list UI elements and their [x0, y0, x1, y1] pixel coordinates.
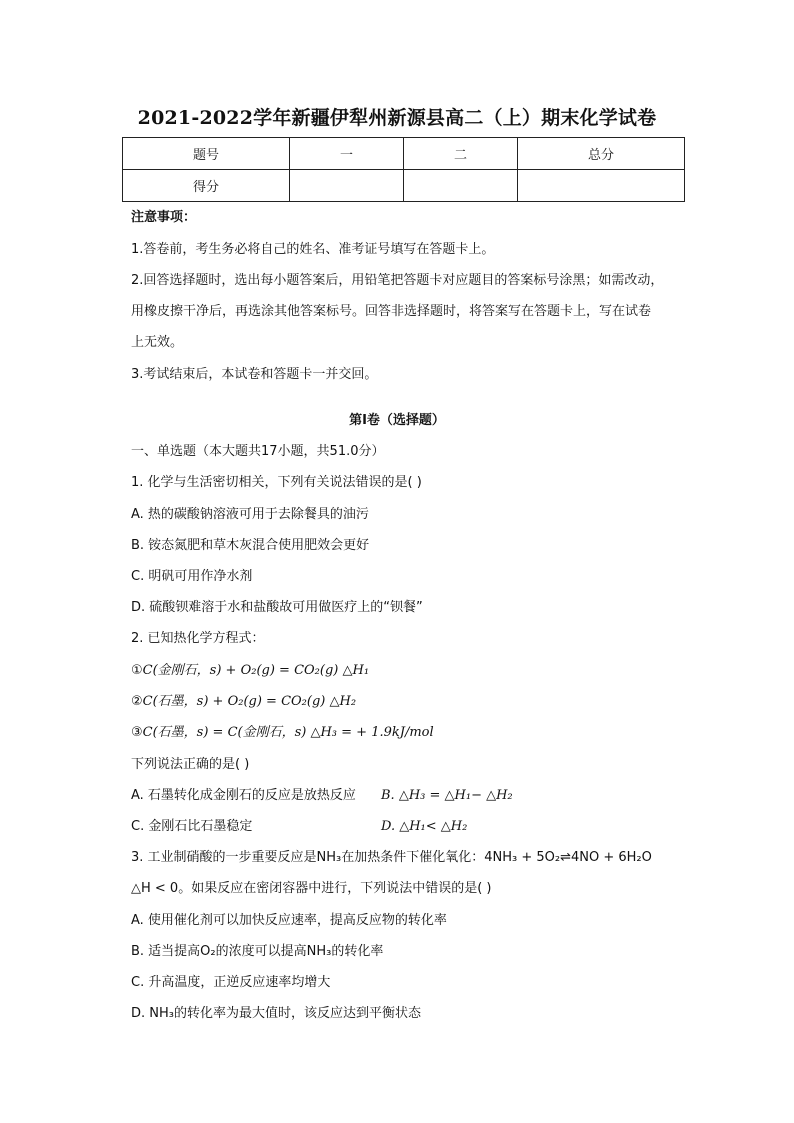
score-table-header-cell: 题号 [123, 138, 290, 170]
q2-option-c: C. 金刚石比石墨稳定 [131, 819, 253, 834]
q2-equation-3 [131, 724, 434, 742]
q2-stem: 2. 已知热化学方程式： [131, 631, 265, 646]
q2-equation-1 [131, 662, 369, 680]
notice-item: 上无效。 [131, 335, 184, 350]
score-table-header-row [123, 138, 685, 170]
notice-item: 用橡皮擦干净后，再选涂其他答案标号。回答非选择题时，将答案写在答题卡上，写在试卷 [131, 304, 652, 319]
q1-option-a: A. 热的碳酸钠溶液可用于去除餐具的油污 [131, 507, 369, 522]
q1-option-b: B. 铵态氮肥和草木灰混合使用肥效会更好 [131, 538, 370, 553]
exam-title: 2021-2022学年新疆伊犁州新源县高二（上）期末化学试卷 [137, 107, 657, 129]
score-cell-empty [404, 170, 518, 202]
notice-heading: 注意事项： [131, 210, 197, 225]
equation-number: ③ [131, 725, 143, 740]
score-cell-empty [290, 170, 404, 202]
notice-item: 3.考试结束后，本试卷和答题卡一并交回。 [131, 367, 378, 382]
q2-ask: 下列说法正确的是( ) [131, 757, 250, 772]
section1-heading: 一、单选题（本大题共17小题，共51.0分） [131, 444, 385, 459]
equation-text: C(石墨，s) + O₂(g) = CO₂(g) △H₂ [142, 694, 357, 709]
q2-option-a: A. 石墨转化成金刚石的反应是放热反应 [131, 788, 356, 803]
score-table-score-row [123, 170, 685, 202]
equation-text: C(金刚石，s) + O₂(g) = CO₂(g) △H₁ [142, 663, 370, 678]
score-cell-empty [518, 170, 685, 202]
q3-option-a: A. 使用催化剂可以加快反应速率，提高反应物的转化率 [131, 913, 447, 928]
q3-stem-line2: △H < 0。如果反应在密闭容器中进行，下列说法中错误的是( ) [131, 881, 492, 896]
score-table-header-cell: 总分 [518, 138, 685, 170]
part1-heading: 第I卷（选择题） [349, 413, 445, 428]
score-table [122, 137, 685, 202]
equation-number: ① [131, 663, 143, 678]
q3-stem-line1: 3. 工业制硝酸的一步重要反应是NH₃在加热条件下催化氧化：4NH₃ + 5O₂⇌4NO + 6H₂O [131, 850, 652, 865]
q3-option-b: B. 适当提高O₂的浓度可以提高NH₃的转化率 [131, 944, 384, 959]
q3-option-d: D. NH₃的转化率为最大值时，该反应达到平衡状态 [131, 1006, 421, 1021]
q3-option-c: C. 升高温度，正逆反应速率均增大 [131, 975, 331, 990]
notice-item: 1.答卷前，考生务必将自己的姓名、准考证号填写在答题卡上。 [131, 242, 495, 257]
score-table-header-cell: 二 [404, 138, 518, 170]
q1-option-c: C. 明矾可用作净水剂 [131, 569, 253, 584]
q2-option-b: B. △H₃ = △H₁− △H₂ [381, 788, 513, 803]
q1-stem: 1. 化学与生活密切相关，下列有关说法错误的是( ) [131, 475, 422, 490]
notice-item: 2.回答选择题时，选出每小题答案后，用铅笔把答题卡对应题目的答案标号涂黑；如需改动， [131, 273, 664, 288]
q2-option-d: D. △H₁< △H₂ [381, 819, 468, 834]
equation-text: C(石墨，s) = C(金刚石，s) △H₃ = + 1.9kJ/mol [142, 725, 434, 740]
score-row-label: 得分 [123, 170, 290, 202]
q2-equation-2 [131, 693, 356, 711]
equation-number: ② [131, 694, 143, 709]
score-table-header-cell: 一 [290, 138, 404, 170]
q1-option-d: D. 硫酸钡难溶于水和盐酸故可用做医疗上的“钡餐” [131, 600, 423, 615]
